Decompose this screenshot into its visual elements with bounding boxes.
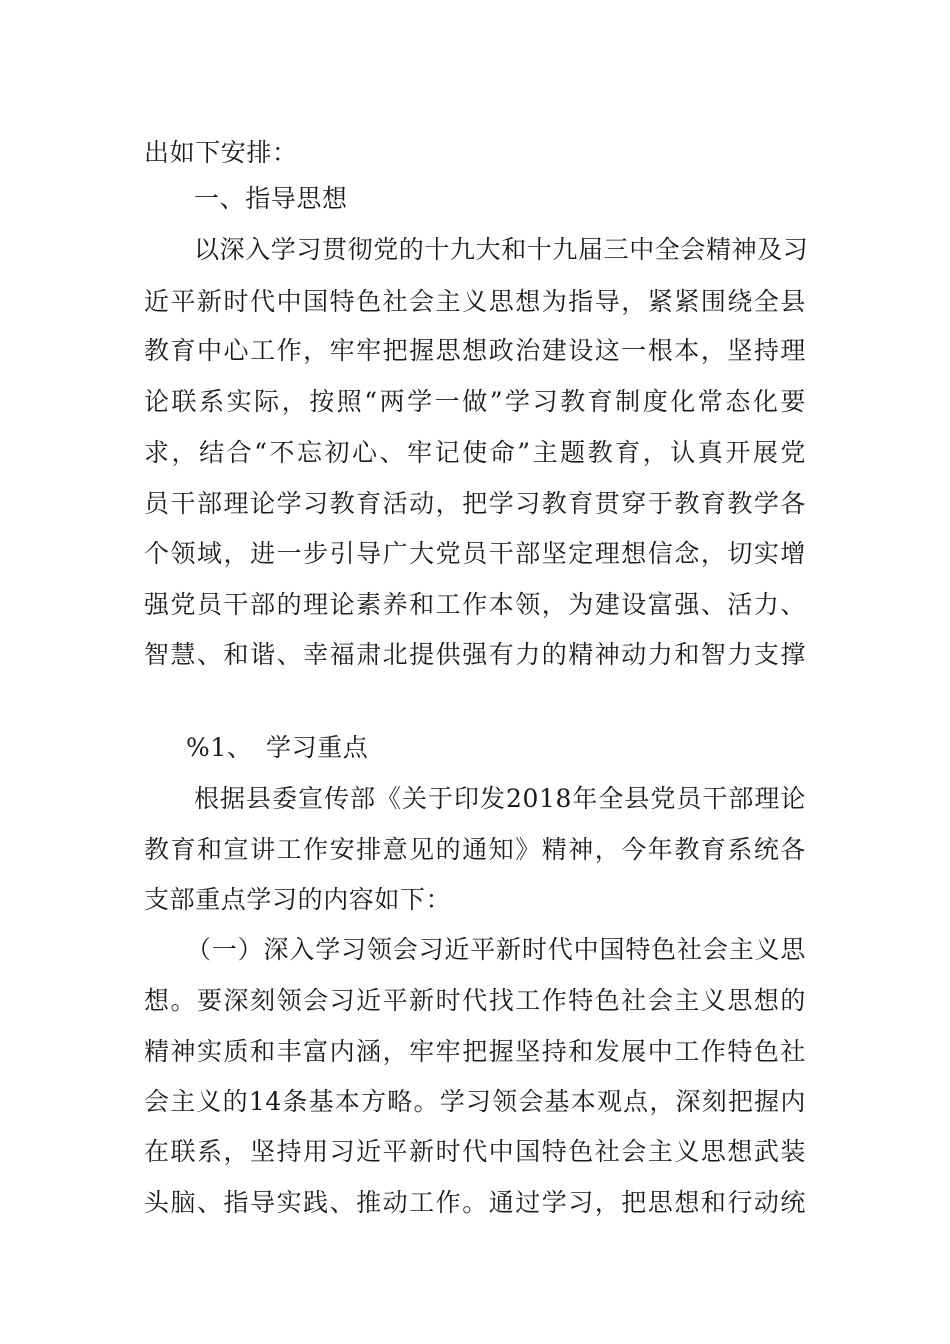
paragraph-line: 教育和宣讲工作安排意见的通知》精神，今年教育系统各 <box>144 835 806 864</box>
paragraph-line: 根据县委宣传部《关于印发2018年全县党员干部理论 <box>194 784 806 813</box>
paragraph-line: 员干部理论学习教育活动，把学习教育贯穿于教育教学各 <box>144 489 806 518</box>
paragraph-line: 想。要深刻领会习近平新时代找工作特色社会主义思想的 <box>144 986 806 1015</box>
paragraph-line: 精神实质和丰富内涵，牢牢把握坚持和发展中工作特色社 <box>144 1037 806 1066</box>
paragraph-line: 以深入学习贯彻党的十九大和十九届三中全会精神及习 <box>194 235 809 264</box>
paragraph-line: 支部重点学习的内容如下： <box>144 885 452 914</box>
paragraph-line: 强党员干部的理论素养和工作本领，为建设富强、活力、 <box>144 590 806 619</box>
paragraph-line: 在联系，坚持用习近平新时代中国特色社会主义思想武装 <box>144 1137 806 1166</box>
paragraph-line: 头脑、指导实践、推动工作。通过学习，把思想和行动统 <box>144 1188 806 1217</box>
section-heading-study-focus: 学习重点 <box>266 733 369 762</box>
opening-line: 出如下安排： <box>144 138 298 167</box>
section-heading-guiding-ideology: 一、指导思想 <box>194 184 348 213</box>
paragraph-line: 论联系实际，按照“两学一做”学习教育制度化常态化要 <box>144 387 806 416</box>
paragraph-line: 教育中心工作，牢牢把握思想政治建设这一根本，坚持理 <box>144 336 806 365</box>
paragraph-line: 个领域，进一步引导广大党员干部坚定理想信念，切实增 <box>144 539 806 568</box>
paragraph-line: 求，结合“不忘初心、牢记使命”主题教育，认真开展党 <box>144 438 806 467</box>
paragraph-line: 近平新时代中国特色社会主义思想为指导，紧紧围绕全县 <box>144 287 806 316</box>
paragraph-line: 会主义的14条基本方略。学习领会基本观点，深刻把握内 <box>144 1087 806 1116</box>
section-heading-number: %1、 <box>186 733 253 762</box>
paragraph-line: （一）深入学习领会习近平新时代中国特色社会主义思 <box>186 935 806 964</box>
paragraph-line: 智慧、和谐、幸福肃北提供强有力的精神动力和智力支撑 <box>144 640 806 669</box>
